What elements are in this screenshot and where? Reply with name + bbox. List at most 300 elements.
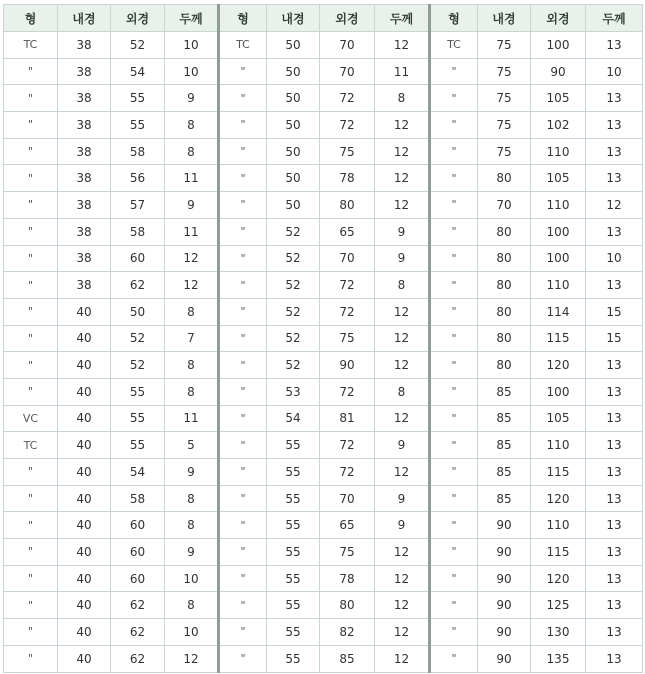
cell-outer-diameter: 105 bbox=[531, 85, 586, 112]
cell-type: TC bbox=[4, 32, 58, 59]
cell-inner-diameter: 55 bbox=[267, 619, 320, 646]
cell-outer-diameter: 52 bbox=[111, 352, 165, 379]
cell-inner-diameter: 85 bbox=[478, 378, 531, 405]
table-row bbox=[4, 405, 643, 432]
header-inner-diameter-3: 내경 bbox=[478, 5, 531, 32]
cell-outer-diameter: 78 bbox=[320, 565, 375, 592]
cell-thickness: 11 bbox=[375, 58, 430, 85]
cell-thickness: 13 bbox=[586, 32, 643, 59]
cell-thickness: 8 bbox=[165, 112, 219, 139]
cell-inner-diameter: 52 bbox=[267, 298, 320, 325]
cell-thickness: 12 bbox=[375, 592, 430, 619]
cell-outer-diameter: 55 bbox=[111, 405, 165, 432]
cell-inner-diameter: 85 bbox=[478, 432, 531, 459]
cell-thickness: 11 bbox=[165, 165, 219, 192]
cell-type: " bbox=[430, 165, 478, 192]
table-row bbox=[4, 85, 643, 112]
cell-type: " bbox=[219, 85, 267, 112]
cell-thickness: 11 bbox=[165, 405, 219, 432]
cell-thickness: 12 bbox=[375, 565, 430, 592]
cell-inner-diameter: 85 bbox=[478, 485, 531, 512]
cell-type: " bbox=[4, 245, 58, 272]
cell-outer-diameter: 81 bbox=[320, 405, 375, 432]
cell-thickness: 5 bbox=[165, 432, 219, 459]
table-row bbox=[4, 352, 643, 379]
cell-outer-diameter: 110 bbox=[531, 512, 586, 539]
cell-type: " bbox=[430, 298, 478, 325]
header-inner-diameter-2: 내경 bbox=[267, 5, 320, 32]
cell-outer-diameter: 65 bbox=[320, 512, 375, 539]
cell-thickness: 12 bbox=[165, 272, 219, 299]
header-thickness-1: 두께 bbox=[165, 5, 219, 32]
cell-inner-diameter: 75 bbox=[478, 138, 531, 165]
cell-outer-diameter: 72 bbox=[320, 85, 375, 112]
cell-type: " bbox=[219, 112, 267, 139]
cell-type: " bbox=[4, 138, 58, 165]
cell-type: TC bbox=[4, 432, 58, 459]
cell-inner-diameter: 54 bbox=[267, 405, 320, 432]
cell-type: " bbox=[219, 218, 267, 245]
cell-thickness: 12 bbox=[375, 325, 430, 352]
cell-outer-diameter: 105 bbox=[531, 165, 586, 192]
cell-outer-diameter: 78 bbox=[320, 165, 375, 192]
cell-outer-diameter: 75 bbox=[320, 539, 375, 566]
cell-inner-diameter: 55 bbox=[267, 565, 320, 592]
cell-inner-diameter: 80 bbox=[478, 272, 531, 299]
cell-inner-diameter: 40 bbox=[58, 432, 111, 459]
table-row bbox=[4, 485, 643, 512]
cell-outer-diameter: 70 bbox=[320, 32, 375, 59]
cell-outer-diameter: 60 bbox=[111, 539, 165, 566]
cell-thickness: 8 bbox=[165, 512, 219, 539]
cell-type: " bbox=[430, 138, 478, 165]
cell-thickness: 8 bbox=[165, 352, 219, 379]
cell-outer-diameter: 70 bbox=[320, 485, 375, 512]
cell-inner-diameter: 52 bbox=[267, 245, 320, 272]
cell-thickness: 13 bbox=[586, 218, 643, 245]
cell-thickness: 13 bbox=[586, 112, 643, 139]
cell-thickness: 12 bbox=[375, 32, 430, 59]
cell-thickness: 13 bbox=[586, 565, 643, 592]
cell-thickness: 8 bbox=[165, 592, 219, 619]
cell-inner-diameter: 38 bbox=[58, 272, 111, 299]
cell-type: " bbox=[430, 378, 478, 405]
cell-inner-diameter: 40 bbox=[58, 539, 111, 566]
cell-outer-diameter: 75 bbox=[320, 138, 375, 165]
cell-inner-diameter: 50 bbox=[267, 58, 320, 85]
cell-outer-diameter: 62 bbox=[111, 645, 165, 672]
cell-type: " bbox=[219, 619, 267, 646]
cell-inner-diameter: 80 bbox=[478, 165, 531, 192]
cell-outer-diameter: 110 bbox=[531, 138, 586, 165]
cell-type: " bbox=[4, 378, 58, 405]
cell-thickness: 13 bbox=[586, 138, 643, 165]
table-row bbox=[4, 192, 643, 219]
cell-type: " bbox=[4, 539, 58, 566]
header-type-2: 형 bbox=[219, 5, 267, 32]
cell-outer-diameter: 80 bbox=[320, 192, 375, 219]
table-row bbox=[4, 592, 643, 619]
cell-type: " bbox=[219, 432, 267, 459]
cell-type: " bbox=[4, 112, 58, 139]
cell-thickness: 8 bbox=[165, 138, 219, 165]
cell-thickness: 8 bbox=[165, 485, 219, 512]
cell-inner-diameter: 75 bbox=[478, 58, 531, 85]
cell-thickness: 9 bbox=[165, 192, 219, 219]
cell-outer-diameter: 135 bbox=[531, 645, 586, 672]
cell-outer-diameter: 120 bbox=[531, 565, 586, 592]
table-body bbox=[4, 32, 643, 673]
cell-type: " bbox=[219, 405, 267, 432]
cell-outer-diameter: 54 bbox=[111, 459, 165, 486]
cell-thickness: 10 bbox=[165, 32, 219, 59]
cell-type: " bbox=[430, 645, 478, 672]
cell-type: " bbox=[4, 298, 58, 325]
cell-outer-diameter: 120 bbox=[531, 352, 586, 379]
cell-outer-diameter: 60 bbox=[111, 565, 165, 592]
cell-type: " bbox=[4, 485, 58, 512]
cell-outer-diameter: 57 bbox=[111, 192, 165, 219]
cell-inner-diameter: 55 bbox=[267, 459, 320, 486]
cell-type: " bbox=[4, 192, 58, 219]
cell-outer-diameter: 60 bbox=[111, 512, 165, 539]
table-row bbox=[4, 565, 643, 592]
cell-inner-diameter: 40 bbox=[58, 405, 111, 432]
cell-thickness: 11 bbox=[165, 218, 219, 245]
cell-type: " bbox=[4, 459, 58, 486]
cell-thickness: 10 bbox=[586, 58, 643, 85]
cell-thickness: 12 bbox=[375, 298, 430, 325]
cell-outer-diameter: 60 bbox=[111, 245, 165, 272]
cell-outer-diameter: 55 bbox=[111, 378, 165, 405]
cell-outer-diameter: 65 bbox=[320, 218, 375, 245]
cell-type: " bbox=[430, 512, 478, 539]
cell-type: " bbox=[430, 539, 478, 566]
cell-outer-diameter: 55 bbox=[111, 112, 165, 139]
cell-thickness: 13 bbox=[586, 592, 643, 619]
cell-type: " bbox=[4, 565, 58, 592]
cell-inner-diameter: 50 bbox=[267, 138, 320, 165]
cell-type: " bbox=[430, 245, 478, 272]
cell-inner-diameter: 50 bbox=[267, 112, 320, 139]
cell-inner-diameter: 75 bbox=[478, 32, 531, 59]
cell-outer-diameter: 54 bbox=[111, 58, 165, 85]
cell-inner-diameter: 40 bbox=[58, 352, 111, 379]
cell-thickness: 12 bbox=[375, 459, 430, 486]
cell-inner-diameter: 40 bbox=[58, 592, 111, 619]
cell-outer-diameter: 115 bbox=[531, 459, 586, 486]
cell-inner-diameter: 38 bbox=[58, 218, 111, 245]
cell-inner-diameter: 50 bbox=[267, 192, 320, 219]
cell-thickness: 12 bbox=[375, 165, 430, 192]
cell-thickness: 10 bbox=[586, 245, 643, 272]
cell-thickness: 13 bbox=[586, 459, 643, 486]
cell-outer-diameter: 72 bbox=[320, 112, 375, 139]
cell-outer-diameter: 110 bbox=[531, 272, 586, 299]
cell-inner-diameter: 70 bbox=[478, 192, 531, 219]
cell-thickness: 13 bbox=[586, 645, 643, 672]
cell-outer-diameter: 55 bbox=[111, 85, 165, 112]
cell-thickness: 12 bbox=[375, 645, 430, 672]
cell-outer-diameter: 100 bbox=[531, 32, 586, 59]
cell-thickness: 9 bbox=[165, 85, 219, 112]
header-type-3: 형 bbox=[430, 5, 478, 32]
cell-thickness: 8 bbox=[375, 378, 430, 405]
cell-type: " bbox=[430, 272, 478, 299]
header-outer-diameter-2: 외경 bbox=[320, 5, 375, 32]
cell-outer-diameter: 50 bbox=[111, 298, 165, 325]
cell-type: " bbox=[4, 58, 58, 85]
cell-thickness: 15 bbox=[586, 298, 643, 325]
cell-thickness: 12 bbox=[165, 645, 219, 672]
cell-type: " bbox=[430, 85, 478, 112]
cell-outer-diameter: 120 bbox=[531, 485, 586, 512]
cell-thickness: 10 bbox=[165, 619, 219, 646]
cell-outer-diameter: 62 bbox=[111, 592, 165, 619]
cell-type: " bbox=[219, 298, 267, 325]
cell-type: " bbox=[4, 218, 58, 245]
cell-thickness: 12 bbox=[375, 112, 430, 139]
header-inner-diameter-1: 내경 bbox=[58, 5, 111, 32]
cell-type: " bbox=[219, 352, 267, 379]
cell-outer-diameter: 80 bbox=[320, 592, 375, 619]
cell-type: " bbox=[430, 619, 478, 646]
cell-inner-diameter: 40 bbox=[58, 645, 111, 672]
cell-thickness: 13 bbox=[586, 512, 643, 539]
cell-inner-diameter: 90 bbox=[478, 512, 531, 539]
cell-outer-diameter: 100 bbox=[531, 245, 586, 272]
cell-thickness: 12 bbox=[375, 539, 430, 566]
cell-outer-diameter: 58 bbox=[111, 485, 165, 512]
cell-inner-diameter: 90 bbox=[478, 645, 531, 672]
cell-inner-diameter: 55 bbox=[267, 432, 320, 459]
table-row bbox=[4, 138, 643, 165]
cell-inner-diameter: 85 bbox=[478, 405, 531, 432]
cell-type: " bbox=[430, 58, 478, 85]
seal-size-table bbox=[3, 4, 643, 673]
cell-inner-diameter: 53 bbox=[267, 378, 320, 405]
cell-inner-diameter: 52 bbox=[267, 352, 320, 379]
cell-outer-diameter: 62 bbox=[111, 619, 165, 646]
cell-inner-diameter: 90 bbox=[478, 592, 531, 619]
cell-inner-diameter: 38 bbox=[58, 192, 111, 219]
cell-type: " bbox=[219, 58, 267, 85]
table-row bbox=[4, 298, 643, 325]
cell-type: " bbox=[430, 432, 478, 459]
header-type-1: 형 bbox=[4, 5, 58, 32]
cell-inner-diameter: 40 bbox=[58, 619, 111, 646]
cell-type: TC bbox=[430, 32, 478, 59]
header-outer-diameter-3: 외경 bbox=[531, 5, 586, 32]
cell-inner-diameter: 40 bbox=[58, 325, 111, 352]
cell-thickness: 10 bbox=[165, 58, 219, 85]
cell-thickness: 13 bbox=[586, 378, 643, 405]
cell-inner-diameter: 38 bbox=[58, 85, 111, 112]
table-row bbox=[4, 378, 643, 405]
cell-type: " bbox=[430, 112, 478, 139]
cell-inner-diameter: 38 bbox=[58, 32, 111, 59]
cell-type: " bbox=[219, 165, 267, 192]
cell-thickness: 9 bbox=[375, 245, 430, 272]
cell-outer-diameter: 72 bbox=[320, 432, 375, 459]
cell-outer-diameter: 72 bbox=[320, 298, 375, 325]
cell-thickness: 8 bbox=[375, 272, 430, 299]
cell-outer-diameter: 52 bbox=[111, 325, 165, 352]
cell-outer-diameter: 105 bbox=[531, 405, 586, 432]
cell-thickness: 9 bbox=[375, 218, 430, 245]
table-row bbox=[4, 245, 643, 272]
cell-inner-diameter: 90 bbox=[478, 619, 531, 646]
cell-type: " bbox=[219, 645, 267, 672]
cell-inner-diameter: 38 bbox=[58, 112, 111, 139]
cell-inner-diameter: 75 bbox=[478, 112, 531, 139]
cell-inner-diameter: 52 bbox=[267, 218, 320, 245]
cell-thickness: 12 bbox=[586, 192, 643, 219]
cell-type: " bbox=[219, 485, 267, 512]
cell-type: " bbox=[219, 138, 267, 165]
cell-outer-diameter: 115 bbox=[531, 539, 586, 566]
cell-type: " bbox=[4, 272, 58, 299]
cell-inner-diameter: 80 bbox=[478, 298, 531, 325]
cell-thickness: 12 bbox=[375, 619, 430, 646]
cell-type: " bbox=[219, 539, 267, 566]
cell-outer-diameter: 58 bbox=[111, 138, 165, 165]
cell-thickness: 8 bbox=[165, 378, 219, 405]
cell-outer-diameter: 90 bbox=[531, 58, 586, 85]
cell-inner-diameter: 38 bbox=[58, 58, 111, 85]
cell-outer-diameter: 56 bbox=[111, 165, 165, 192]
cell-thickness: 9 bbox=[165, 459, 219, 486]
cell-inner-diameter: 40 bbox=[58, 378, 111, 405]
cell-inner-diameter: 40 bbox=[58, 459, 111, 486]
table-row bbox=[4, 432, 643, 459]
cell-thickness: 13 bbox=[586, 405, 643, 432]
cell-outer-diameter: 115 bbox=[531, 325, 586, 352]
cell-inner-diameter: 52 bbox=[267, 272, 320, 299]
cell-outer-diameter: 62 bbox=[111, 272, 165, 299]
cell-outer-diameter: 70 bbox=[320, 245, 375, 272]
cell-outer-diameter: 55 bbox=[111, 432, 165, 459]
cell-type: VC bbox=[4, 405, 58, 432]
cell-outer-diameter: 72 bbox=[320, 378, 375, 405]
cell-thickness: 8 bbox=[375, 85, 430, 112]
cell-outer-diameter: 58 bbox=[111, 218, 165, 245]
cell-type: " bbox=[219, 272, 267, 299]
cell-thickness: 13 bbox=[586, 619, 643, 646]
cell-outer-diameter: 110 bbox=[531, 432, 586, 459]
table-row bbox=[4, 459, 643, 486]
table-header bbox=[4, 5, 643, 32]
cell-thickness: 13 bbox=[586, 165, 643, 192]
cell-thickness: 15 bbox=[586, 325, 643, 352]
cell-inner-diameter: 38 bbox=[58, 165, 111, 192]
table-row bbox=[4, 645, 643, 672]
cell-type: " bbox=[430, 459, 478, 486]
cell-type: " bbox=[4, 165, 58, 192]
cell-type: " bbox=[219, 565, 267, 592]
cell-thickness: 13 bbox=[586, 85, 643, 112]
cell-type: " bbox=[219, 192, 267, 219]
table-row bbox=[4, 112, 643, 139]
header-outer-diameter-1: 외경 bbox=[111, 5, 165, 32]
cell-type: " bbox=[219, 378, 267, 405]
cell-thickness: 13 bbox=[586, 539, 643, 566]
cell-outer-diameter: 72 bbox=[320, 459, 375, 486]
cell-thickness: 12 bbox=[375, 405, 430, 432]
cell-outer-diameter: 110 bbox=[531, 192, 586, 219]
cell-type: " bbox=[430, 192, 478, 219]
cell-type: " bbox=[219, 592, 267, 619]
table-row bbox=[4, 272, 643, 299]
cell-thickness: 12 bbox=[375, 138, 430, 165]
cell-type: " bbox=[4, 619, 58, 646]
cell-type: " bbox=[4, 645, 58, 672]
cell-inner-diameter: 80 bbox=[478, 325, 531, 352]
cell-outer-diameter: 125 bbox=[531, 592, 586, 619]
cell-type: " bbox=[430, 218, 478, 245]
cell-inner-diameter: 55 bbox=[267, 592, 320, 619]
cell-thickness: 9 bbox=[375, 485, 430, 512]
header-thickness-3: 두께 bbox=[586, 5, 643, 32]
cell-thickness: 9 bbox=[375, 432, 430, 459]
cell-outer-diameter: 85 bbox=[320, 645, 375, 672]
table-row bbox=[4, 32, 643, 59]
table-row bbox=[4, 58, 643, 85]
cell-outer-diameter: 82 bbox=[320, 619, 375, 646]
cell-type: " bbox=[4, 592, 58, 619]
table-row bbox=[4, 325, 643, 352]
cell-thickness: 9 bbox=[375, 512, 430, 539]
cell-outer-diameter: 130 bbox=[531, 619, 586, 646]
cell-type: " bbox=[430, 565, 478, 592]
cell-inner-diameter: 55 bbox=[267, 512, 320, 539]
cell-outer-diameter: 70 bbox=[320, 58, 375, 85]
cell-thickness: 13 bbox=[586, 432, 643, 459]
cell-thickness: 12 bbox=[375, 352, 430, 379]
cell-type: " bbox=[4, 512, 58, 539]
cell-outer-diameter: 102 bbox=[531, 112, 586, 139]
header-thickness-2: 두께 bbox=[375, 5, 430, 32]
cell-thickness: 12 bbox=[165, 245, 219, 272]
table-row bbox=[4, 619, 643, 646]
cell-type: " bbox=[4, 85, 58, 112]
cell-thickness: 13 bbox=[586, 272, 643, 299]
cell-inner-diameter: 40 bbox=[58, 298, 111, 325]
cell-type: " bbox=[430, 405, 478, 432]
cell-inner-diameter: 50 bbox=[267, 32, 320, 59]
cell-thickness: 13 bbox=[586, 485, 643, 512]
cell-type: " bbox=[430, 352, 478, 379]
cell-type: " bbox=[219, 325, 267, 352]
cell-inner-diameter: 85 bbox=[478, 459, 531, 486]
cell-inner-diameter: 55 bbox=[267, 539, 320, 566]
cell-inner-diameter: 50 bbox=[267, 165, 320, 192]
cell-inner-diameter: 80 bbox=[478, 218, 531, 245]
table-row bbox=[4, 512, 643, 539]
table-row bbox=[4, 165, 643, 192]
cell-thickness: 8 bbox=[165, 298, 219, 325]
cell-outer-diameter: 52 bbox=[111, 32, 165, 59]
cell-type: " bbox=[430, 592, 478, 619]
cell-inner-diameter: 40 bbox=[58, 485, 111, 512]
cell-thickness: 7 bbox=[165, 325, 219, 352]
cell-outer-diameter: 90 bbox=[320, 352, 375, 379]
cell-inner-diameter: 52 bbox=[267, 325, 320, 352]
cell-type: " bbox=[219, 459, 267, 486]
cell-type: " bbox=[430, 485, 478, 512]
cell-outer-diameter: 75 bbox=[320, 325, 375, 352]
cell-inner-diameter: 90 bbox=[478, 539, 531, 566]
